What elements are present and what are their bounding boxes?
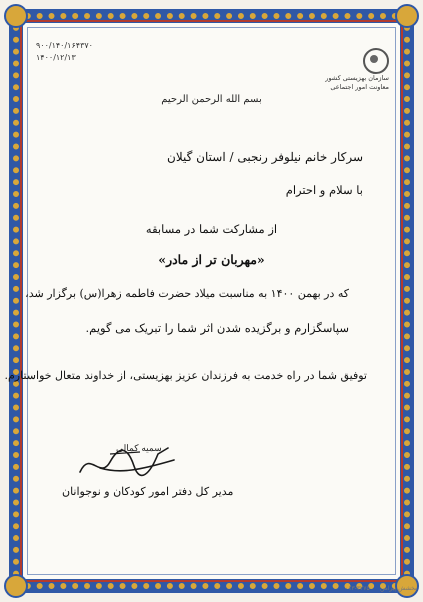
signature: [70, 440, 180, 482]
body-line-1: که در بهمن ۱۴۰۰ به مناسبت میلاد حضرت فاطمه زهرا(س) برگزار شد،: [25, 287, 349, 300]
footer-left: ۰۱۳-۳۲۷۵: [345, 585, 370, 592]
corner-ornament-top-left: [4, 4, 28, 28]
contest-title: «مهربان تر از مادر»: [158, 252, 265, 267]
corner-ornament-top-right: [395, 4, 419, 28]
welfare-logo-icon: [363, 48, 389, 74]
organization-logo: [309, 48, 389, 92]
recipient: سرکار خانم نیلوفر رنجبی / استان گیلان: [167, 150, 363, 164]
body-line-2: سپاسگزارم و برگزیده شدن اثر شما را تبریک می گویم.: [85, 321, 349, 335]
footer-right: بخشش پیرامن: [380, 585, 417, 592]
signer-title: مدیر کل دفتر امور کودکان و نوجوانان: [62, 485, 234, 498]
body-line-3: توفیق شما در راه خدمت به فرزندان عزیز بهزیستی، از خداوند متعال خواستارم.: [4, 369, 367, 382]
org-name: سازمان بهزیستی کشور: [325, 74, 389, 82]
signer-name: سمیه کمالی: [116, 444, 162, 454]
basmala: بسم الله الرحمن الرحیم: [161, 94, 262, 105]
reference-date: ۱۴۰۰/۱۲/۱۳: [36, 53, 76, 62]
intro-line: از مشارکت شما در مسابقه: [145, 222, 278, 236]
greeting: با سلام و احترام: [285, 183, 363, 197]
reference-number: ۹۰۰/۱۴۰/۱۶۴۳۷۰: [36, 41, 93, 50]
corner-ornament-bottom-left: [4, 574, 28, 598]
org-department: معاونت امور اجتماعی: [330, 83, 389, 91]
reference-block: [36, 40, 93, 64]
